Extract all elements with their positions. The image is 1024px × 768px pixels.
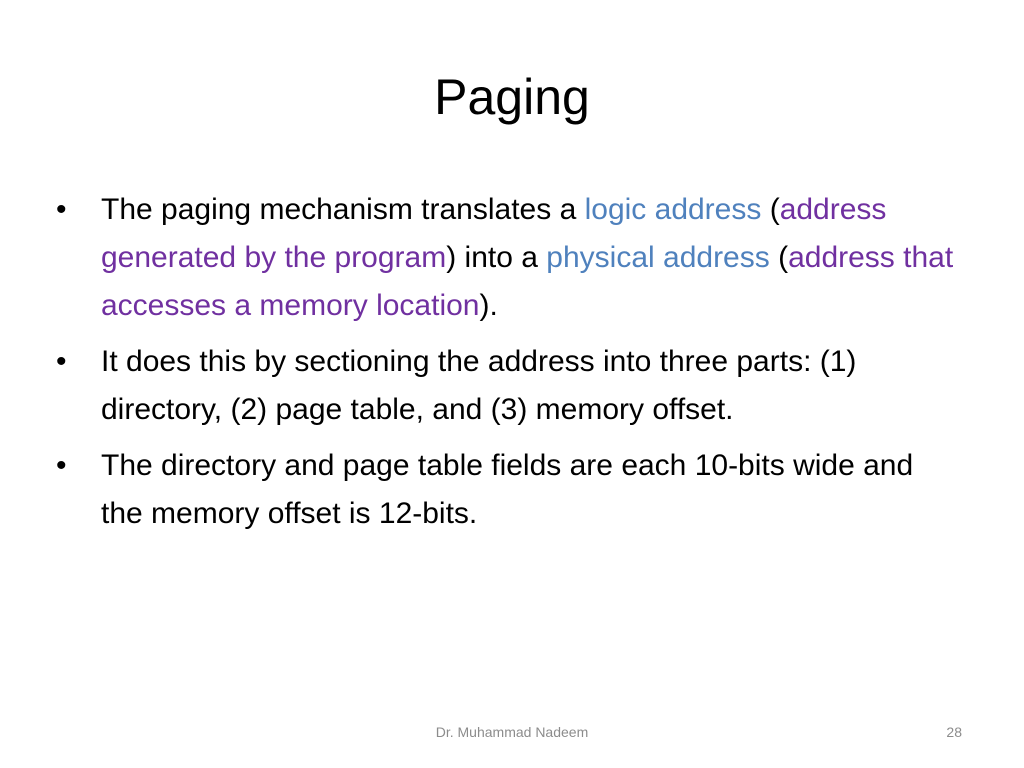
logic-address-definition: address generated by the program (101, 193, 887, 274)
bullet-dot-icon: • (56, 345, 67, 378)
slide-number: 28 (946, 724, 962, 740)
bullet-list (56, 186, 956, 546)
physical-address-term: physical address (546, 241, 770, 274)
bullet-text: ) into a (446, 241, 547, 274)
bullet-text: ( (769, 241, 789, 274)
bullet-dot-icon: • (56, 449, 67, 482)
footer-author: Dr. Muhammad Nadeem (435, 724, 589, 740)
bullet-item-2 (56, 338, 956, 434)
bullet-item-1 (56, 186, 956, 330)
bullet-text: The directory and page table fields are each 10-bits wide and the memory offset is 12-bits. (101, 449, 914, 530)
slide-title: Paging (434, 69, 590, 125)
bullet-text: ( (761, 193, 780, 226)
bullet-dot-icon: • (56, 193, 67, 226)
physical-address-definition: address that accesses a memory location (101, 241, 954, 322)
bullet-text: The paging mechanism translates a (101, 193, 585, 226)
bullet-text: ). (479, 289, 498, 322)
bullet-item-3 (56, 442, 956, 538)
bullet-text: It does this by sectioning the address into three parts: (1) directory, (2) page table, and (3) memory offset. (101, 345, 857, 426)
logic-address-term: logic address (584, 193, 762, 226)
